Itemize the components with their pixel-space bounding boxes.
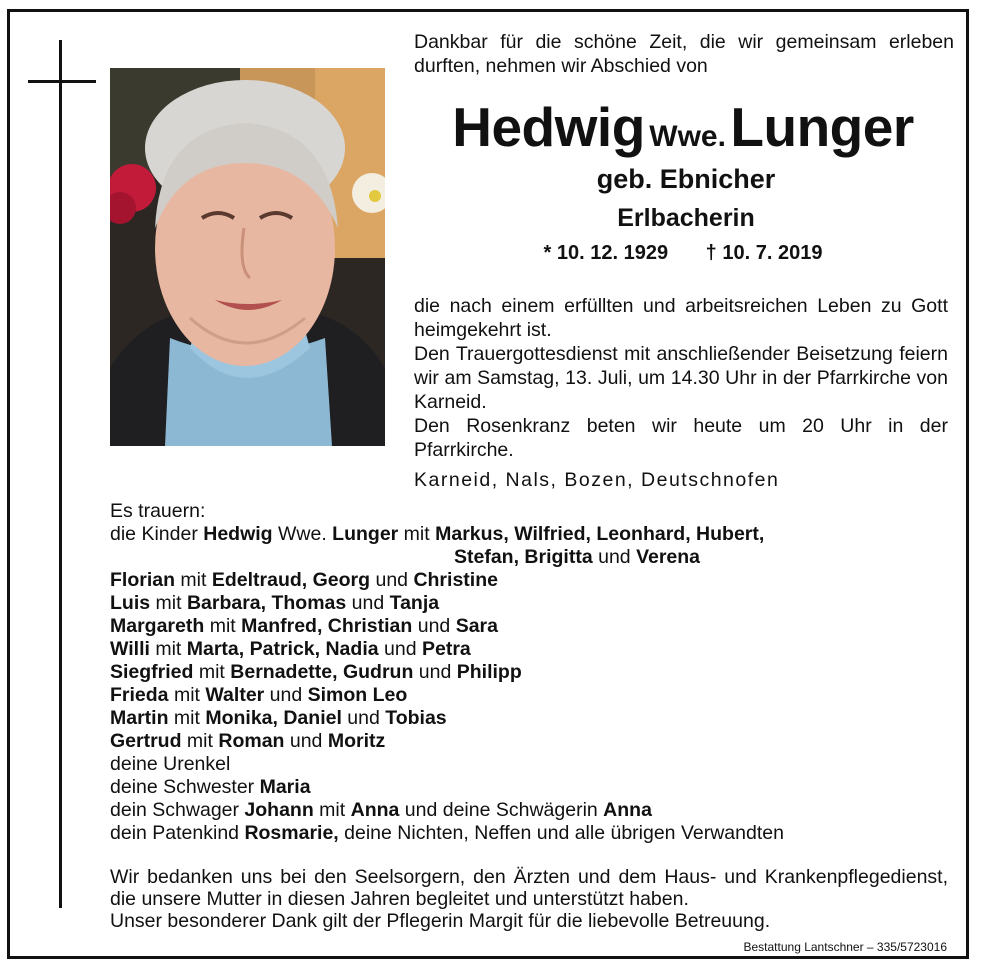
mourner-name: Willi (110, 638, 150, 660)
mourner-name: Barbara, Thomas (186, 592, 347, 614)
mourner-line (110, 799, 950, 822)
mourner-text: und (413, 661, 457, 683)
life-dates (400, 242, 966, 265)
intro-text: Dankbar für die schöne Zeit, die wir gemeinsam erleben durften, nehmen wir Abschied von (414, 31, 954, 77)
mourner-text: mit (193, 661, 231, 683)
announcement-paragraph: Den Trauergottesdienst mit anschließender Beisetzung feiern wir am Samstag, 13. Juli, um 14.30 Uhr in der Pfarrkirche von Karneid. (414, 343, 948, 413)
mourner-text: und (412, 615, 456, 637)
mourner-text: und (370, 569, 414, 591)
mourner-name: Maria (259, 776, 311, 798)
mourner-text: mit (150, 592, 187, 614)
mourner-text: deine Schwester (110, 776, 260, 798)
mourner-line (110, 546, 950, 569)
mourner-name: Lunger (332, 523, 399, 545)
mourner-line (110, 661, 950, 684)
mourner-text: dein Patenkind (110, 822, 245, 844)
thanks-paragraph: Wir bedanken uns bei den Seelsorgern, den Ärzten und dem Haus- und Krankenpflegedienst, die unsere Mutter in diesen Jahren begleitet und unterstützt haben. (110, 866, 948, 910)
first-name: Hedwig (452, 96, 645, 158)
death-date: † 10. 7. 2019 (705, 242, 823, 264)
undertaker-credit: Bestattung Lantschner – 335/5723016 (743, 940, 947, 954)
mourner-text: die Kinder (110, 523, 204, 545)
mourner-text: mit (175, 569, 212, 591)
portrait-photo (110, 68, 385, 446)
mourner-name: Markus, Wilfried, Leonhard, Hubert, (435, 523, 765, 545)
mourner-line (110, 615, 950, 638)
house-name: Erlbacherin (617, 204, 755, 232)
mourner-name: Florian (110, 569, 176, 591)
mourner-name: Edeltraud, Georg (211, 569, 371, 591)
mourner-text: mit (181, 730, 219, 752)
mourner-name: Manfred, Christian (241, 615, 413, 637)
thanks-paragraph: Unser besonderer Dank gilt der Pflegerin Margit für die liebevolle Betreuung. (110, 910, 771, 932)
last-name: Lunger (730, 96, 914, 158)
announcement-paragraph: die nach einem erfüllten und arbeitsreichen Leben zu Gott heimgekehrt ist. (414, 295, 948, 341)
mourner-name: Philipp (456, 661, 522, 683)
mourner-text: Wwe. (272, 523, 333, 545)
thanks-text (110, 866, 948, 932)
mourner-name: Anna (603, 799, 652, 821)
mourner-text: deine Urenkel (110, 753, 231, 775)
mourner-name: Rosmarie, (244, 822, 339, 844)
mourner-text: und (346, 592, 390, 614)
mourner-text: dein Schwager (110, 799, 245, 821)
mourner-name: Simon Leo (307, 684, 408, 706)
mourner-text: mit (204, 615, 242, 637)
mourner-text: und (284, 730, 328, 752)
mourner-name: Verena (636, 546, 701, 568)
mourner-text: mit (168, 684, 206, 706)
mourner-text: und (341, 707, 386, 729)
mourner-line (110, 569, 950, 592)
mourner-name: Stefan, Brigitta (454, 546, 593, 568)
mourner-name: Anna (350, 799, 400, 821)
mourner-name: Monika, Daniel (205, 707, 342, 729)
mourner-name: Gertrud (110, 730, 182, 752)
deceased-name (400, 96, 966, 158)
mourner-name: Moritz (327, 730, 386, 752)
mourner-line (110, 523, 950, 546)
mourner-text: und (592, 546, 637, 568)
mourner-line (110, 592, 950, 615)
mourner-text: mit (168, 707, 206, 729)
mourner-name: Frieda (110, 684, 169, 706)
mourner-name: Margareth (110, 615, 205, 637)
announcement-text (414, 294, 948, 462)
widow-title: Wwe. (649, 120, 726, 153)
announcement-paragraph: Den Rosenkranz beten wir heute um 20 Uhr in der Pfarrkirche. (414, 415, 948, 461)
mourner-name: Marta, Patrick, Nadia (186, 638, 379, 660)
maiden-name: geb. Ebnicher (596, 164, 776, 194)
mourner-name: Johann (244, 799, 314, 821)
mourner-name: Hedwig (203, 523, 273, 545)
mourner-name: Christine (413, 569, 498, 591)
mourner-line (110, 638, 950, 661)
mourner-name: Luis (110, 592, 151, 614)
mourner-name: Siegfried (110, 661, 194, 683)
mourner-text: und (378, 638, 422, 660)
birth-date: * 10. 12. 1929 (543, 242, 669, 264)
mourner-name: Roman (218, 730, 285, 752)
mourner-line (110, 730, 950, 753)
mourner-text: mit (398, 523, 436, 545)
mourner-line (110, 753, 950, 776)
mourners-list (110, 500, 950, 845)
mourner-name: Walter (205, 684, 265, 706)
places-line: Karneid, Nals, Bozen, Deutschnofen (414, 469, 780, 491)
mourner-name: Petra (421, 638, 471, 660)
mourner-line (110, 822, 950, 845)
mourner-name: Bernadette, Gudrun (230, 661, 414, 683)
mourner-name: Tobias (385, 707, 447, 729)
mourner-line (110, 684, 950, 707)
mourners-heading: Es trauern: (110, 500, 206, 522)
mourner-name: Martin (110, 707, 169, 729)
mourner-text: mit (149, 638, 187, 660)
mourner-name: Tanja (389, 592, 440, 614)
mourner-text: und (264, 684, 308, 706)
mourner-text: mit (313, 799, 351, 821)
mourner-line (110, 776, 950, 799)
mourner-text: und deine Schwägerin (399, 799, 604, 821)
mourner-name: Sara (455, 615, 498, 637)
mourner-text: deine Nichten, Neffen und alle übrigen Verwandten (338, 822, 784, 844)
mourner-line (110, 707, 950, 730)
